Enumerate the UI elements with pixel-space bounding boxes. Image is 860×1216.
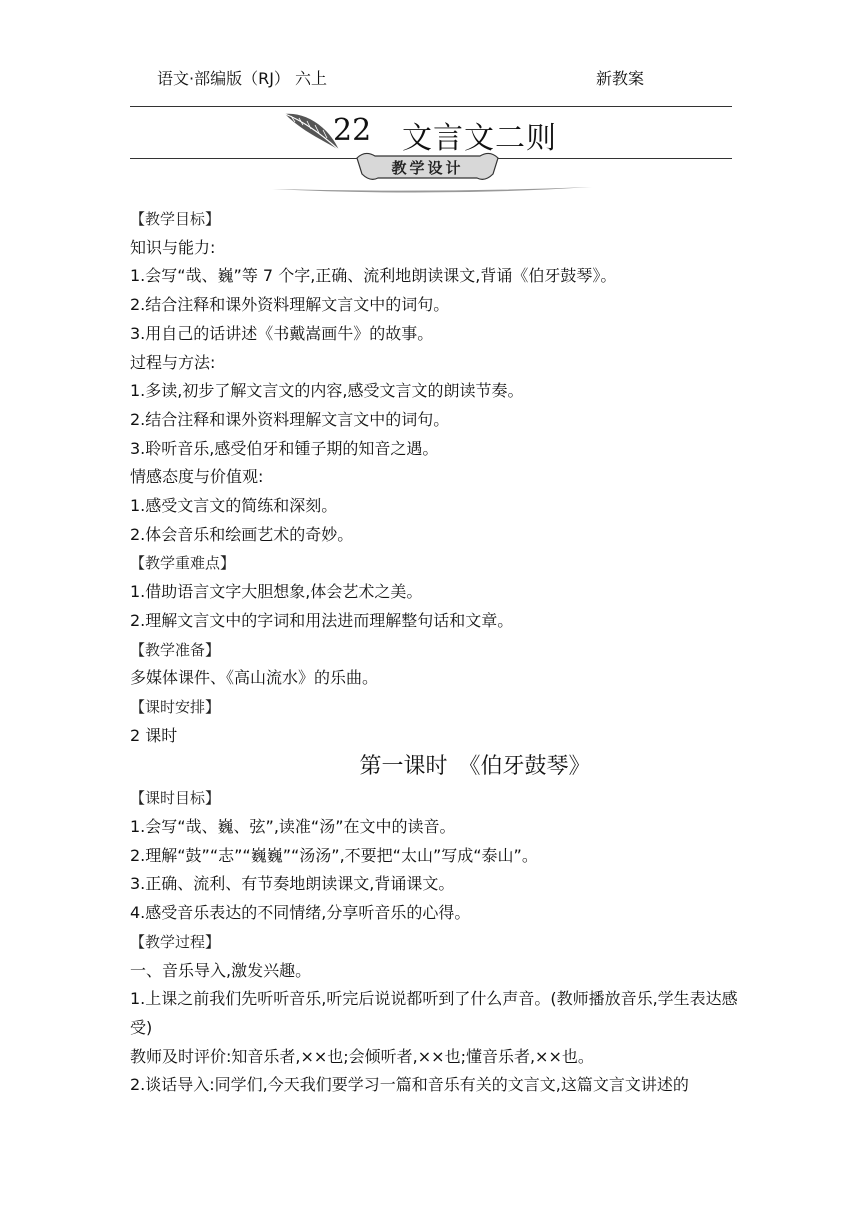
section-banner <box>355 150 500 184</box>
paragraph: 2.理解“鼓”“志”“巍巍”“汤汤”,不要把“太山”写成“泰山”。 <box>130 845 538 865</box>
paragraph: 2.体会音乐和绘画艺术的奇妙。 <box>130 524 354 544</box>
decorative-swoosh <box>272 183 592 197</box>
paragraph: 1.多读,初步了解文言文的内容,感受文言文的朗读节奏。 <box>130 381 524 401</box>
page-header <box>157 66 860 92</box>
paragraph: 多媒体课件、《高山流水》的乐曲。 <box>130 668 379 688</box>
banner-label: 教学设计 <box>391 159 464 177</box>
paragraph: 教师及时评价:知音乐者,××也;会倾听者,××也;懂音乐者,××也。 <box>130 1046 594 1066</box>
paragraph: 2.谈话导入:同学们,今天我们要学习一篇和音乐有关的文言文,这篇文言文讲述的 <box>130 1075 689 1095</box>
paragraph: 2.结合注释和课外资料理解文言文中的词句。 <box>130 409 450 429</box>
section-heading: 【教学重难点】 <box>130 554 236 573</box>
section-heading: 【课时目标】 <box>130 789 221 808</box>
title-text: 文言文二则 <box>402 121 557 156</box>
paragraph: 4.感受音乐表达的不同情绪,分享听音乐的心得。 <box>130 903 471 923</box>
paragraph: 情感态度与价值观: <box>130 467 264 487</box>
lesson-title <box>130 108 732 156</box>
paragraph: 知识与能力: <box>130 237 216 257</box>
paragraph: 3.用自己的话讲述《书戴嵩画牛》的故事。 <box>130 323 434 343</box>
section-heading: 【教学过程】 <box>130 932 221 951</box>
paragraph: 2 课时 <box>130 725 178 745</box>
paragraph: 2.理解文言文中的字词和用法进而理解整句话和文章。 <box>130 610 514 630</box>
title-number: 22 <box>333 113 372 148</box>
header-label: 新教案 <box>596 69 645 88</box>
header-rule <box>130 106 732 107</box>
header-subject: 语文·部编版（RJ） 六上 <box>157 69 328 88</box>
section-heading: 【课时安排】 <box>130 697 221 716</box>
paragraph: 3.正确、流利、有节奏地朗读课文,背诵课文。 <box>130 874 455 894</box>
section-heading: 【教学准备】 <box>130 640 221 659</box>
paragraph: 1.上课之前我们先听听音乐,听完后说说都听到了什么声音。(教师播放音乐,学生表达感受) <box>130 989 738 1037</box>
paragraph: 1.会写“哉、巍、弦”,读准“汤”在文中的读音。 <box>130 817 456 837</box>
paragraph: 1.借助语言文字大胆想象,体会艺术之美。 <box>130 582 423 602</box>
document-body <box>130 205 750 1100</box>
paragraph: 1.会写“哉、巍”等 7 个字,正确、流利地朗读课文,背诵《伯牙鼓琴》。 <box>130 266 617 286</box>
paragraph: 一、音乐导入,激发兴趣。 <box>130 960 312 980</box>
lesson-heading: 第一课时 《伯牙鼓琴》 <box>359 754 591 780</box>
paragraph: 2.结合注释和课外资料理解文言文中的词句。 <box>130 295 450 315</box>
paragraph: 3.聆听音乐,感受伯牙和锺子期的知音之遇。 <box>130 438 439 458</box>
paragraph: 过程与方法: <box>130 352 216 372</box>
section-heading: 【教学目标】 <box>130 210 221 228</box>
paragraph: 1.感受文言文的简练和深刻。 <box>130 496 338 516</box>
